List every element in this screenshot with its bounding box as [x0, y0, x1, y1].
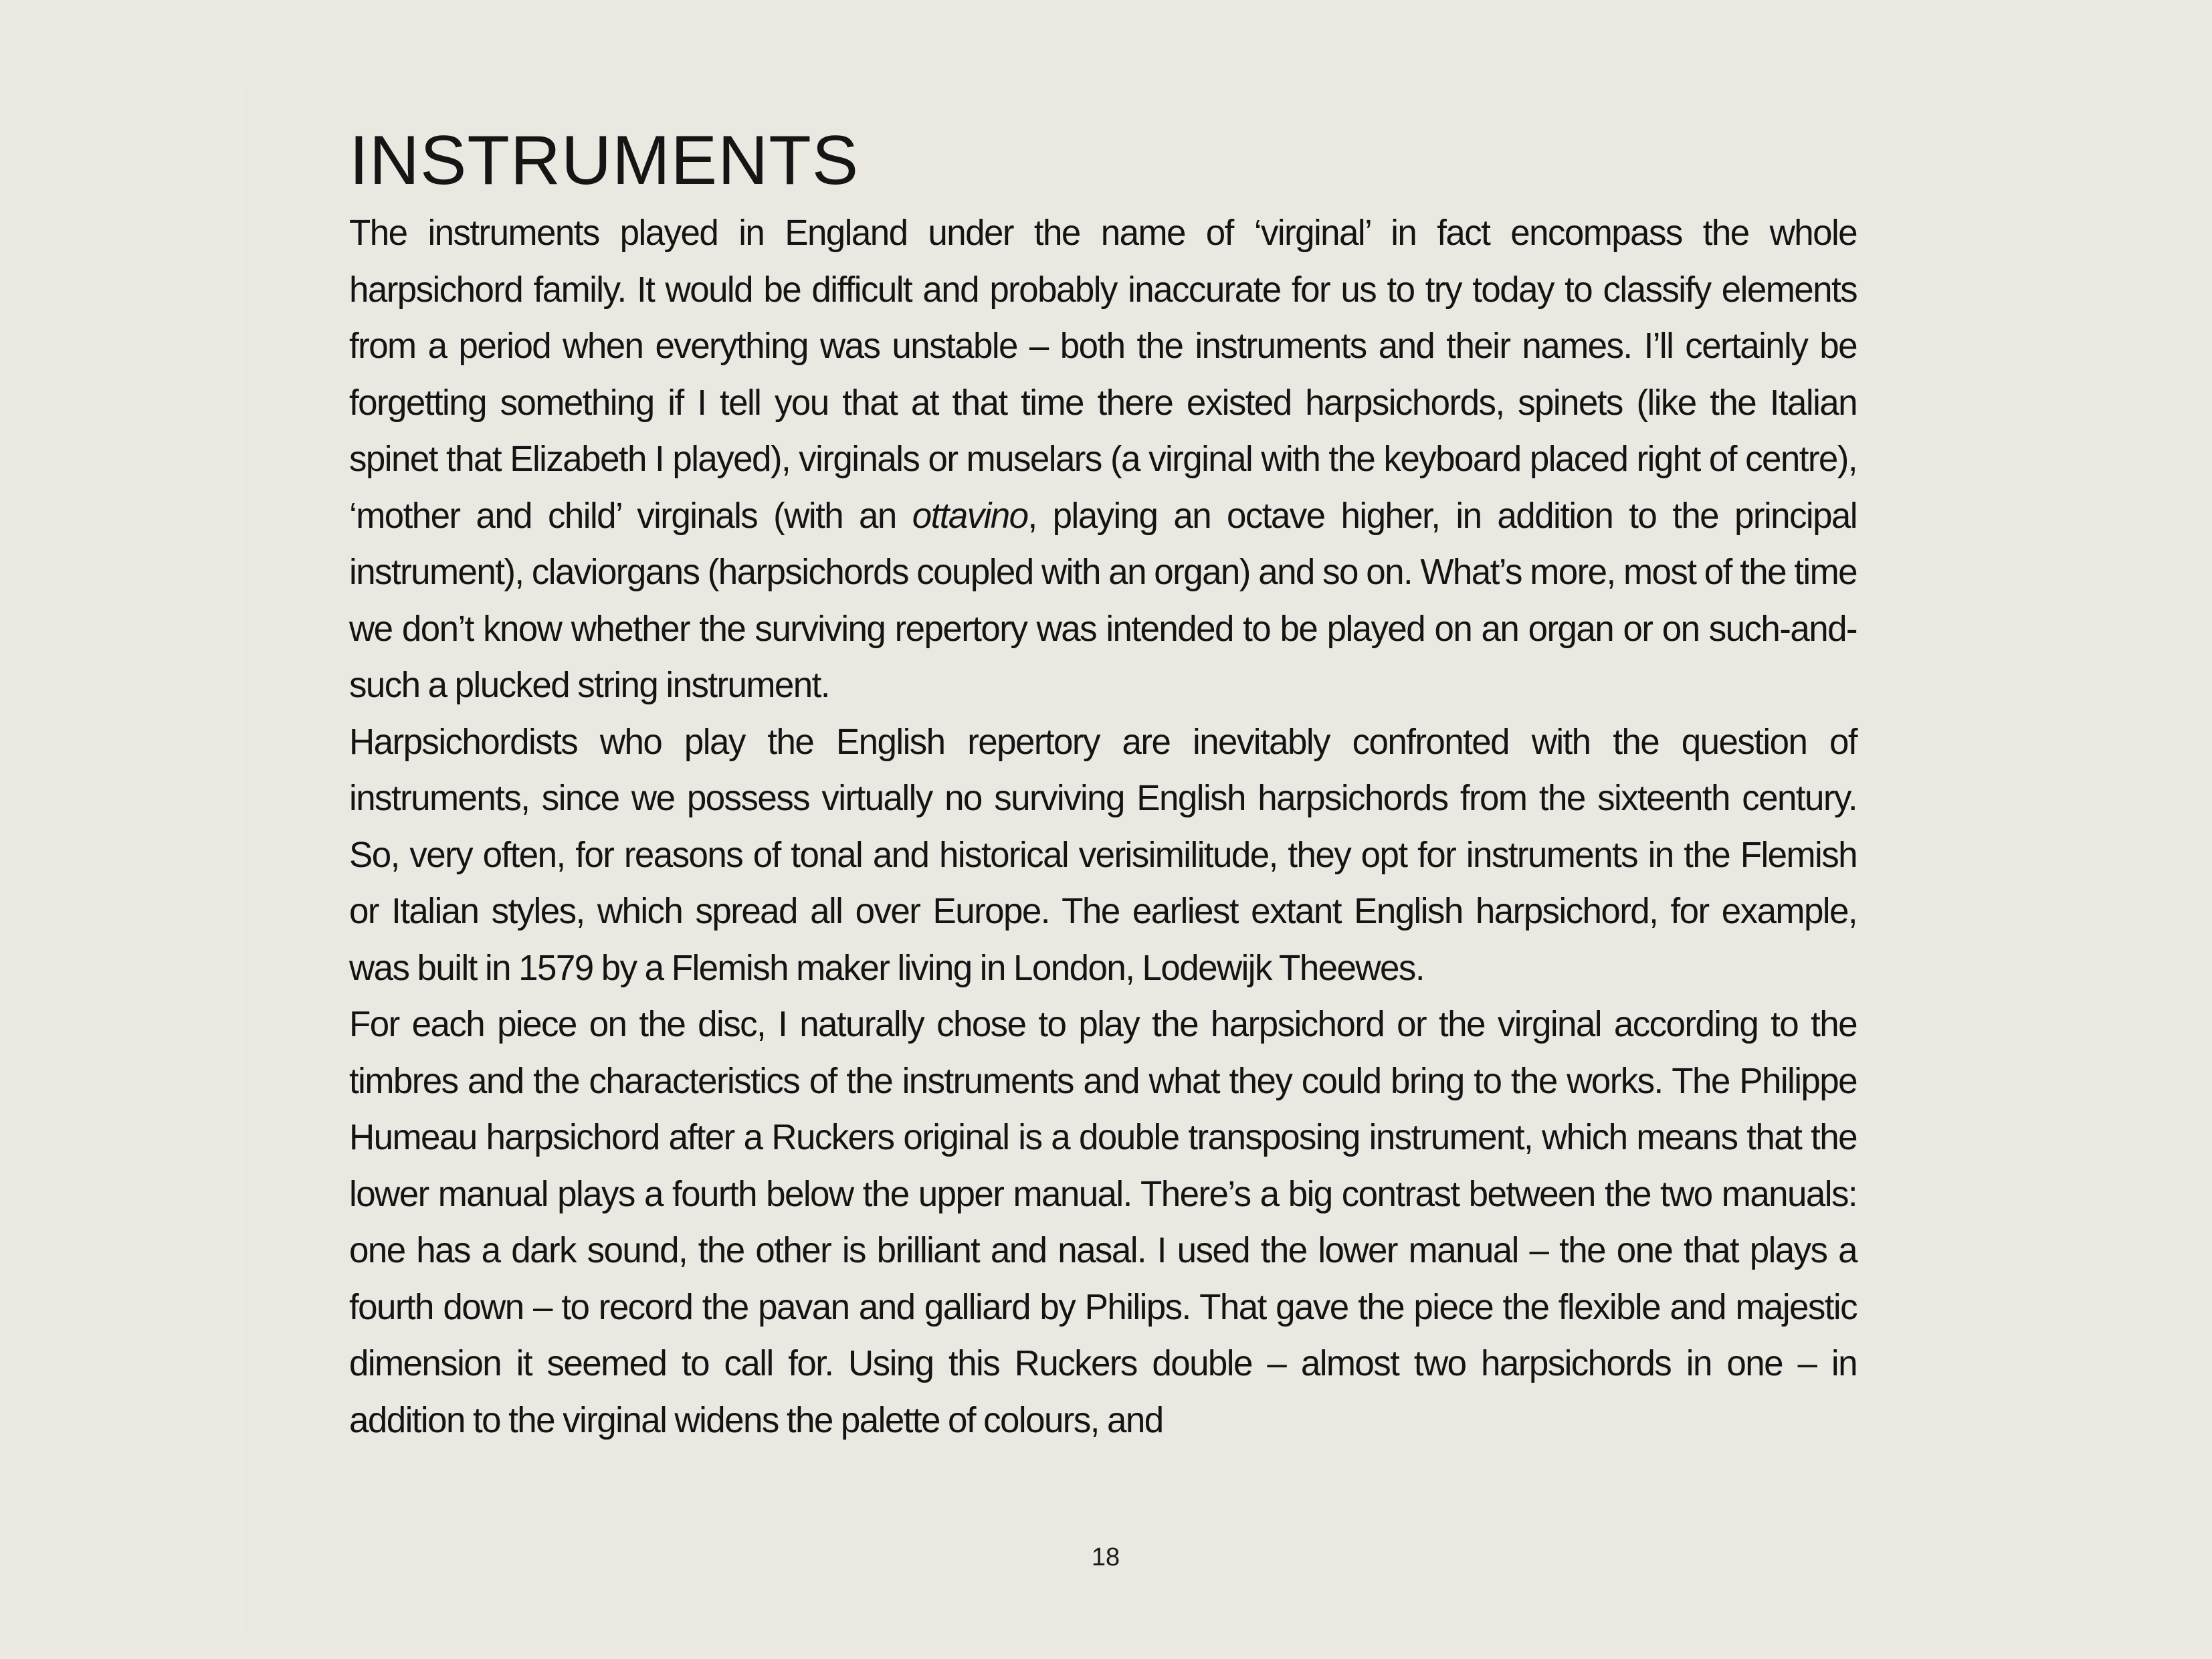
paragraph-1-text-a: The instruments played in England under the name of ‘virginal’ in fact encompass the whole harpsichord family. It would be difficult and probably inaccurate for us to try today to classify elements from a period when everything was unstable – both the instruments and their names. I’ll certainly be forgetting something if I tell you that at that time there existed harpsichords, spinets (like the Italian spinet that Elizabeth I played), virginals or muselars (a virginal with the keyboard placed right of centre), ‘mother and child’ virginals (with an: [349, 213, 1857, 536]
page-content: [349, 120, 1888, 1448]
section-heading: INSTRUMENTS: [349, 122, 860, 199]
page-number: 18: [1091, 1543, 1120, 1571]
paragraph-2: Harpsichordists who play the English repertory are inevitably confronted with the question of instruments, since we possess virtually no surviving English harpsichords from the sixteenth century. So, very often, for reasons of tonal and historical verisimilitude, they opt for instruments in the Flemish or Italian styles, which spread all over Europe. The earliest extant English harpsichord, for example, was built in 1579 by a Flemish maker living in London, Lodewijk Theewes.: [349, 721, 1857, 988]
paragraph-1-italic-term: ottavino: [912, 495, 1028, 536]
paragraph-1-text-b: , playing an octave higher, in addition to the principal instrument), claviorgans (harpsichords coupled with an organ) and so on. What’s more, most of the time we don’t know whether the surviving repertory was intended to be played on an organ or on such-and-such a plucked string instrument.: [349, 495, 1857, 705]
paragraph-1: [349, 205, 1857, 714]
paragraph-3: For each piece on the disc, I naturally chose to play the harpsichord or the virginal according to the timbres and the characteristics of the instruments and what they could bring to the works. The Philippe Humeau harpsichord after a Ruckers original is a double transposing instrument, which means that the lower manual plays a fourth below the upper manual. There’s a big contrast between the two manuals: one has a dark sound, the other is brilliant and nasal. I used the lower manual – the one that plays a fourth down – to record the pavan and galliard by Philips. That gave the piece the flexible and majestic dimension it seemed to call for. Using this Ruckers double – almost two harpsichords in one – in addition to the virginal widens the palette of colours, and: [349, 1004, 1857, 1440]
